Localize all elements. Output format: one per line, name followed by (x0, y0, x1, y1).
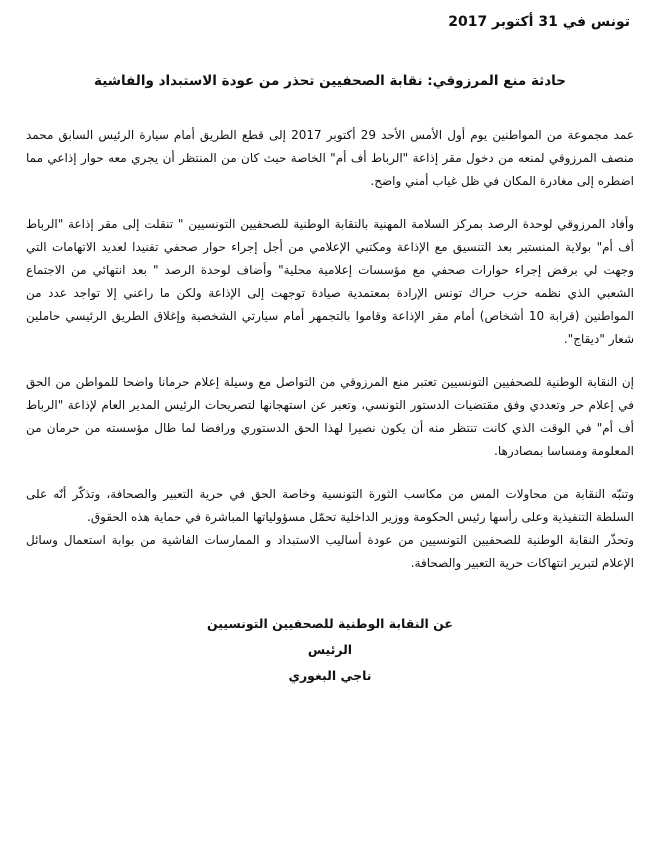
paragraph-3: إن النقابة الوطنية للصحفيين التونسيين تعتبر منع المرزوقي من التواصل مع وسيلة إعلام حرمانا واضحا للمواطن من الحق في إعلام حر وتعددي وفق مقتضيات الدستور التونسي، وتعبر عن استهجانها لتصريحات الرئيس المدير العام لإذاعة "الرباط أف أم" في الوقت الذي كانت تنتظر منه أن يكون نصيرا لهذا الحق الدستوري ورافضا لما طال مؤسسته من حرمان من المعلومة ومساسا بمصادرها. (26, 375, 634, 458)
paragraph-2: وأفاد المرزوقي لوحدة الرصد بمركز السلامة المهنية بالنقابة الوطنية للصحفيين التونسيين " تنقلت إلى مقر إذاعة "الرباط أف أم" بولاية المنستير بعد التنسيق مع الإذاعة ومكتبي الإعلامي من أجل إجراء حوار صحفي تفنيدا لعديد الاتهامات التي وجهت لي برفض إجراء حوارات صحفي مع مؤسسات إعلامية محلية" وأضاف لوحدة الرصد " بعد انتهائي من الاجتماع الشعبي الذي نظمه حزب حراك تونس الإرادة بمعتمدية صيادة توجهت إلى الإذاعة ولكن ما راعني إلا تواجد عدد من المواطنين (قرابة 10 أشخاص) أمام مقر الإذاعة وقاموا بالتجمهر أمام سيارتي الشخصية وإغلاق الطريق الرئيسي حاملين شعار "ديقاج". (26, 217, 634, 346)
document-date: تونس في 31 أكتوبر 2017 (448, 14, 630, 30)
signature-block (26, 611, 634, 689)
paragraph-5: وتحذّر النقابة الوطنية للصحفيين التونسيين من عودة أساليب الاستبداد و الممارسات الفاشية من بوابة استعمال وسائل الإعلام لتبرير انتهاكات حرية التعبير والصحافة. (26, 533, 634, 570)
document-title: حادثة منع المرزوقي: نقابة الصحفيين تحذر من عودة الاستبداد والفاشية (94, 73, 566, 89)
signature-organization: عن النقابة الوطنية للصحفيين التونسيين (207, 616, 453, 631)
paragraph-1: عمد مجموعة من المواطنين يوم أول الأمس الأحد 29 أكتوبر 2017 إلى قطع الطريق أمام سيارة الرئيس السابق محمد منصف المرزوقي لمنعه من دخول مقر إذاعة "الرباط أف أم" الخاصة حيث كان من المنتظر أن يجري معه حوار إذاعي مما اضطره إلى مغادرة المكان في ظل غياب أمني واضح. (26, 128, 634, 188)
signature-role: الرئيس (307, 642, 353, 657)
paragraph-4: وتنبّه النقابة من محاولات المس من مكاسب الثورة التونسية وخاصة الحق في حرية التعبير والصحافة، وتذكّر أنّه على السلطة التنفيذية وعلى رأسها رئيس الحكومة ووزير الداخلية تحمّل مسؤولياتها المباشرة في حماية هذه الحقوق. (26, 487, 634, 524)
signature-name: ناجي البغوري (288, 668, 372, 683)
